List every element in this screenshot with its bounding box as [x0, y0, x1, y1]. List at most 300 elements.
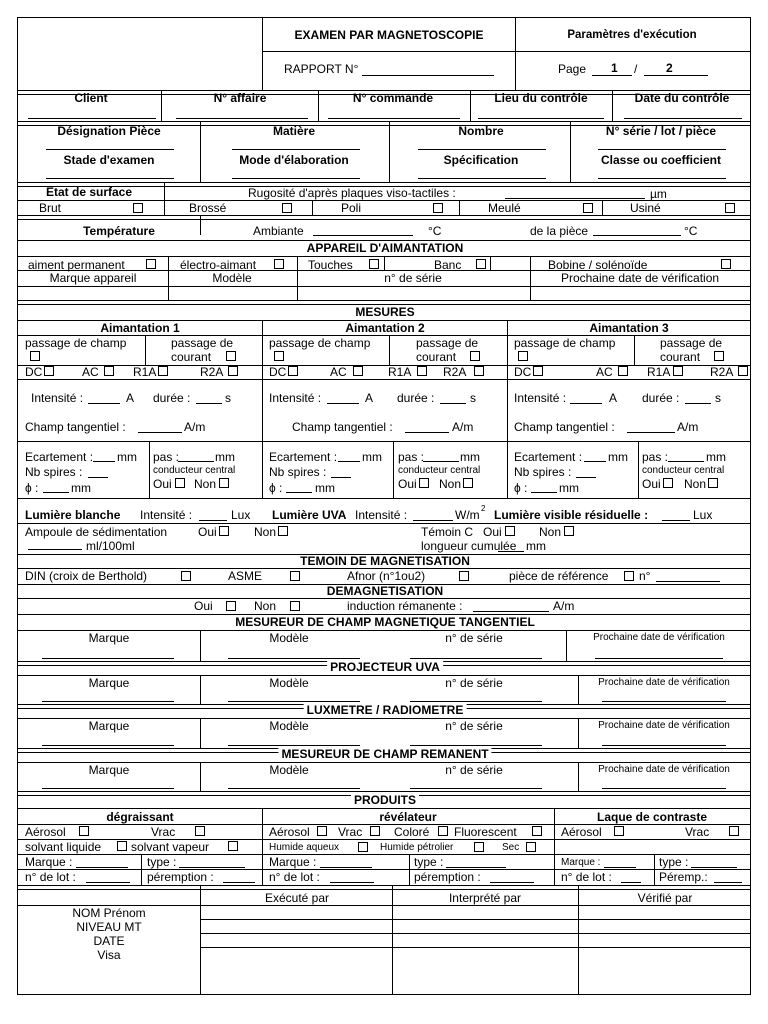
h-line	[262, 379, 507, 380]
intensite-label: Intensité :	[355, 508, 408, 522]
peremption-label: péremption :	[414, 870, 481, 884]
phi-label: ϕ :	[269, 481, 283, 495]
passage-courant-2-checkbox[interactable]	[470, 351, 480, 361]
afnor-checkbox[interactable]	[459, 571, 469, 581]
solvant-vapeur-label: solvant vapeur	[131, 840, 210, 854]
piece-reference-checkbox[interactable]	[624, 571, 634, 581]
serie-label: n° de série	[445, 719, 503, 733]
duree-label: durée :	[153, 391, 191, 405]
h-line	[507, 379, 751, 380]
temoin-oui-checkbox[interactable]	[505, 526, 515, 536]
lumiere-blanche-field[interactable]	[199, 520, 227, 521]
r2a-2-checkbox[interactable]	[474, 366, 484, 376]
client-label: Client	[74, 91, 108, 105]
v-divider	[638, 441, 639, 498]
lumiere-uva-field[interactable]	[413, 520, 453, 521]
humide-aqueux-checkbox[interactable]	[358, 842, 368, 852]
v-divider	[566, 630, 567, 661]
client-field[interactable]	[28, 118, 156, 119]
wm2-superscript: 2	[481, 504, 486, 513]
commande-field[interactable]	[328, 118, 460, 119]
usine-checkbox[interactable]	[725, 203, 735, 213]
rugosite-field[interactable]	[505, 198, 645, 199]
v-divider	[168, 256, 169, 300]
laque-aerosol-checkbox[interactable]	[614, 826, 624, 836]
mm-unit: mm	[706, 450, 726, 464]
date-field[interactable]	[624, 118, 742, 119]
rapport-label: RAPPORT N°	[284, 62, 359, 76]
ac-3-checkbox[interactable]	[618, 366, 628, 376]
sec-checkbox[interactable]	[526, 842, 536, 852]
fluorescent-checkbox[interactable]	[532, 826, 542, 836]
execution-params-label: Paramètres d'exécution	[567, 29, 697, 41]
passage-champ-3-checkbox[interactable]	[518, 351, 528, 361]
induction-label: induction rémanente :	[347, 599, 463, 613]
conducteur-oui-3-checkbox[interactable]	[663, 478, 673, 488]
phi-2-field[interactable]	[286, 492, 312, 493]
mm-unit: mm	[608, 450, 628, 464]
serie-appareil-label: n° de série	[384, 271, 442, 285]
mm-unit: mm	[526, 539, 546, 553]
champ-tangentiel-label: Champ tangentiel :	[25, 420, 126, 434]
lot-label: n° de lot :	[269, 870, 320, 884]
h-line	[18, 808, 750, 809]
surface-option-poli: Poli	[341, 201, 362, 215]
ac-2-checkbox[interactable]	[353, 366, 363, 376]
champ-tangentiel-label: Champ tangentiel :	[514, 420, 615, 434]
v-divider	[602, 200, 603, 215]
duree-label: durée :	[642, 391, 680, 405]
revelateur-aerosol-checkbox[interactable]	[317, 826, 327, 836]
non-label: Non	[439, 477, 462, 491]
h-line	[554, 854, 751, 855]
serie-lot-field[interactable]	[598, 149, 726, 150]
demag-non-checkbox[interactable]	[290, 601, 300, 611]
brut-checkbox[interactable]	[133, 203, 143, 213]
duree-2-field[interactable]	[440, 403, 466, 404]
pas-1-field[interactable]	[178, 461, 214, 462]
surface-option-brut: Brut	[39, 201, 62, 215]
dc-2-checkbox[interactable]	[288, 366, 298, 376]
verif-label: Prochaine date de vérification	[593, 632, 725, 643]
marque-label: Marque :	[25, 855, 73, 869]
banc-checkbox[interactable]	[476, 259, 486, 269]
r2a-label: R2A	[443, 365, 467, 379]
nombre-label: Nombre	[458, 124, 504, 138]
ampoule-field[interactable]	[28, 549, 82, 550]
intensite-label: Intensité :	[31, 391, 84, 405]
laque-lot-field[interactable]	[621, 882, 641, 883]
pas-2-field[interactable]	[423, 461, 459, 462]
mm-unit: mm	[559, 481, 579, 495]
page-current: 1	[611, 61, 618, 75]
degraissant-aerosol-checkbox[interactable]	[79, 826, 89, 836]
degraissant-type-field[interactable]	[179, 867, 245, 868]
oui-label: Oui	[194, 599, 213, 613]
v-divider	[459, 200, 460, 215]
din-checkbox[interactable]	[181, 571, 191, 581]
electro-aimant-label: électro-aimant	[180, 258, 257, 272]
passage-courant-label: passage de	[171, 336, 234, 350]
mt-serie-field[interactable]	[410, 658, 542, 659]
piece-temp-label: de la pièce	[530, 224, 589, 238]
degraissant-marque-field[interactable]	[76, 867, 128, 868]
v-divider	[393, 441, 394, 498]
mode-field[interactable]	[232, 178, 360, 179]
h-line	[554, 839, 751, 840]
stade-label: Stade d'examen	[63, 153, 155, 167]
aerosol-label: Aérosol	[25, 825, 66, 839]
seconds-unit: s	[470, 391, 476, 405]
v-divider	[200, 762, 201, 791]
non-label: Non	[254, 599, 277, 613]
duree-label: durée :	[397, 391, 435, 405]
r1a-label: R1A	[388, 365, 412, 379]
h-line	[18, 379, 262, 380]
intensite-2-field[interactable]	[327, 403, 359, 404]
v-divider	[145, 335, 146, 365]
conducteur-oui-2-checkbox[interactable]	[419, 478, 429, 488]
lieu-field[interactable]	[478, 118, 604, 119]
degraissant-title: dégraissant	[106, 810, 174, 824]
passage-champ-2-checkbox[interactable]	[274, 351, 284, 361]
rm-verif-field[interactable]	[602, 788, 726, 789]
non-label: Non	[194, 477, 217, 491]
am-unit: A/m	[553, 599, 575, 613]
h-line	[18, 498, 750, 499]
laque-peremption-field[interactable]	[714, 882, 742, 883]
rm-serie-field[interactable]	[410, 788, 542, 789]
signature-cell-interpreted[interactable]	[392, 905, 578, 995]
spires-2-field[interactable]	[331, 477, 351, 478]
page-label: Page	[558, 62, 587, 76]
v-divider	[312, 200, 313, 215]
r2a-1-checkbox[interactable]	[228, 366, 238, 376]
celsius-unit: °C	[684, 224, 698, 238]
passage-champ-1-checkbox[interactable]	[30, 351, 40, 361]
peremption-label: péremption :	[147, 870, 214, 884]
rm-modele-field[interactable]	[228, 788, 360, 789]
pas-3-field[interactable]	[668, 461, 704, 462]
conducteur-oui-1-checkbox[interactable]	[175, 478, 185, 488]
longueur-field[interactable]	[498, 551, 524, 552]
champ-2-field[interactable]	[405, 432, 449, 433]
intensite-3-field[interactable]	[570, 403, 602, 404]
surface-option-brosse: Brossé	[189, 201, 227, 215]
pr-modele-field[interactable]	[228, 701, 360, 702]
mm-unit: mm	[117, 450, 137, 464]
verif-label: Prochaine date de vérification	[598, 764, 730, 775]
revelateur-peremption-field[interactable]	[490, 882, 534, 883]
h-line	[262, 839, 554, 840]
v-divider	[490, 256, 491, 270]
passage-courant-label-2: courant	[416, 350, 457, 364]
produits-title: PRODUITS	[351, 794, 419, 806]
signature-col-interpreted: Interprété par	[448, 891, 522, 905]
piece-reference-field[interactable]	[656, 581, 720, 582]
signature-col-verified: Vérifié par	[637, 891, 693, 905]
electro-aimant-checkbox[interactable]	[274, 259, 284, 269]
specification-label: Spécification	[443, 153, 519, 167]
classe-label: Classe ou coefficient	[600, 153, 722, 167]
aimantation-1-title: Aimantation 1	[100, 321, 180, 335]
solvant-liquide-checkbox[interactable]	[117, 841, 127, 851]
revelateur-vrac-checkbox[interactable]	[370, 826, 380, 836]
header-divider-left	[262, 18, 263, 90]
r1a-3-checkbox[interactable]	[673, 366, 683, 376]
ecartement-label: Ecartement :	[514, 450, 583, 464]
surface-label: Etat de surface	[46, 185, 133, 199]
peremption-label: Péremp.:	[659, 870, 708, 884]
oui-label: Oui	[398, 477, 417, 491]
ac-1-checkbox[interactable]	[104, 366, 114, 376]
classe-field[interactable]	[598, 178, 726, 179]
modele-appareil-label: Modèle	[212, 271, 252, 285]
intensite-1-field[interactable]	[88, 403, 120, 404]
champ-1-field[interactable]	[138, 432, 182, 433]
r2a-3-checkbox[interactable]	[738, 366, 748, 376]
ampoule-non-checkbox[interactable]	[278, 526, 288, 536]
passage-champ-label: passage de champ	[269, 336, 371, 350]
humide-petrolier-checkbox[interactable]	[474, 842, 484, 852]
duree-3-field[interactable]	[685, 403, 711, 404]
h-line	[262, 441, 507, 442]
ac-label: AC	[596, 365, 613, 379]
conducteur-non-1-checkbox[interactable]	[219, 478, 229, 488]
rapport-number-field[interactable]	[362, 75, 494, 76]
vrac-label: Vrac	[685, 825, 710, 839]
spires-3-field[interactable]	[576, 477, 596, 478]
laque-type-field[interactable]	[691, 867, 737, 868]
am-unit: A/m	[184, 420, 206, 434]
v-divider	[161, 90, 162, 122]
appareil-section-title: APPAREIL D'AIMANTATION	[306, 241, 464, 255]
solvant-vapeur-checkbox[interactable]	[228, 841, 238, 851]
modele-label: Modèle	[269, 631, 309, 645]
marque-label: Marque :	[269, 855, 317, 869]
revelateur-title: révélateur	[379, 810, 437, 824]
meule-checkbox[interactable]	[583, 203, 593, 213]
v-divider	[389, 335, 390, 365]
degraissant-vrac-checkbox[interactable]	[195, 826, 205, 836]
header-mid-line	[262, 51, 751, 52]
aimantation-3-title: Aimantation 3	[589, 321, 669, 335]
ampoule-oui-checkbox[interactable]	[219, 526, 229, 536]
humide-aqueux-label: Humide aqueux	[269, 842, 340, 853]
ampoule-label: Ampoule de sédimentation	[25, 525, 168, 539]
ecartement-1-field[interactable]	[93, 461, 115, 462]
degraissant-peremption-field[interactable]	[223, 882, 255, 883]
conducteur-non-2-checkbox[interactable]	[463, 478, 473, 488]
conducteur-label: conducteur central	[398, 465, 481, 476]
ecartement-2-field[interactable]	[338, 461, 360, 462]
demag-section-title: DEMAGNETISATION	[326, 584, 444, 598]
ecartement-label: Ecartement :	[269, 450, 338, 464]
signature-cell-verified[interactable]	[578, 905, 751, 995]
pr-marque-field[interactable]	[42, 701, 174, 702]
piece-reference-label: pièce de référence	[509, 569, 609, 583]
v-divider	[164, 182, 165, 200]
revelateur-type-field[interactable]	[446, 867, 506, 868]
pr-serie-field[interactable]	[410, 701, 542, 702]
spires-1-field[interactable]	[88, 477, 108, 478]
r1a-1-checkbox[interactable]	[158, 366, 168, 376]
passage-courant-1-checkbox[interactable]	[226, 351, 236, 361]
mm-unit: mm	[215, 450, 235, 464]
laque-marque-field[interactable]	[604, 867, 636, 868]
colore-checkbox[interactable]	[438, 826, 448, 836]
v-divider	[612, 90, 613, 122]
header-divider-right	[515, 18, 516, 90]
lx-modele-field[interactable]	[228, 745, 360, 746]
marque-label: Marque :	[561, 857, 601, 868]
pr-verif-field[interactable]	[602, 701, 726, 702]
lot-label: n° de lot :	[25, 870, 76, 884]
v-divider	[200, 675, 201, 704]
passage-courant-label: passage de	[416, 336, 479, 350]
page-current-field[interactable]	[592, 75, 632, 76]
pas-label: pas :	[153, 450, 180, 464]
oui-label: Oui	[153, 477, 172, 491]
v-divider	[507, 320, 508, 498]
spires-label: Nb spires :	[514, 465, 572, 479]
luxmetre-title: LUXMETRE / RADIOMETRE	[304, 704, 467, 716]
h-line	[18, 824, 750, 825]
serie-lot-label: N° série / lot / pièce	[605, 124, 717, 138]
poli-checkbox[interactable]	[433, 203, 443, 213]
champ-3-field[interactable]	[627, 432, 675, 433]
lx-serie-field[interactable]	[410, 745, 542, 746]
matiere-field[interactable]	[232, 149, 360, 150]
champ-tangentiel-label: Champ tangentiel :	[292, 420, 393, 434]
specification-field[interactable]	[418, 178, 546, 179]
lx-marque-field[interactable]	[42, 745, 174, 746]
dc-label: DC	[269, 365, 287, 379]
mt-marque-field[interactable]	[42, 658, 174, 659]
type-label: type :	[147, 855, 177, 869]
serie-label: n° de série	[445, 763, 503, 777]
commande-label: N° commande	[352, 91, 434, 105]
laque-vrac-checkbox[interactable]	[729, 826, 739, 836]
degraissant-lot-field[interactable]	[86, 882, 130, 883]
oui-label: Oui	[483, 525, 502, 539]
v-divider	[200, 630, 201, 661]
brosse-checkbox[interactable]	[282, 203, 292, 213]
inspection-report-form	[17, 17, 751, 995]
asme-label: ASME	[228, 569, 263, 583]
mt-modele-field[interactable]	[228, 658, 360, 659]
spires-label: Nb spires :	[25, 465, 83, 479]
page-total-field[interactable]	[644, 75, 708, 76]
phi-3-field[interactable]	[531, 492, 557, 493]
designation-field[interactable]	[46, 149, 174, 150]
lumiere-uva-label: Lumière UVA	[272, 508, 347, 522]
lx-verif-field[interactable]	[602, 745, 726, 746]
mm-unit: mm	[362, 450, 382, 464]
serie-label: n° de série	[445, 676, 503, 690]
passage-champ-label: passage de champ	[514, 336, 616, 350]
verif-appareil-label: Prochaine date de vérification	[560, 271, 720, 285]
affaire-field[interactable]	[176, 118, 308, 119]
aerosol-label: Aérosol	[269, 825, 310, 839]
vrac-label: Vrac	[338, 825, 363, 839]
r1a-label: R1A	[647, 365, 671, 379]
signature-col-executed: Exécuté par	[264, 891, 330, 905]
designation-label: Désignation Pièce	[57, 124, 161, 138]
r1a-2-checkbox[interactable]	[417, 366, 427, 376]
marque-label: Marque	[88, 676, 130, 690]
v-divider	[384, 256, 385, 270]
bobine-label: Bobine / solénoïde	[548, 258, 648, 272]
vrac-label: Vrac	[151, 825, 176, 839]
verif-label: Prochaine date de vérification	[598, 720, 730, 731]
mm-unit: mm	[71, 481, 91, 495]
separator-band	[18, 215, 750, 220]
oui-label: Oui	[198, 525, 217, 539]
h-line	[18, 286, 750, 287]
bobine-checkbox[interactable]	[721, 259, 731, 269]
dc-1-checkbox[interactable]	[44, 366, 54, 376]
induction-field[interactable]	[473, 611, 549, 612]
ampere-unit: A	[365, 391, 374, 405]
mt-verif-field[interactable]	[595, 658, 723, 659]
humide-petrolier-label: Humide pétrolier	[380, 842, 454, 853]
signature-row-date: DATE	[93, 934, 125, 948]
v-divider	[578, 762, 579, 791]
piece-temp-field[interactable]	[593, 235, 681, 236]
ambiante-field[interactable]	[313, 235, 413, 236]
h-line	[262, 365, 507, 366]
v-divider	[530, 256, 531, 300]
v-divider	[200, 121, 201, 183]
v-divider	[554, 808, 555, 885]
intensite-label: Intensité :	[514, 391, 567, 405]
lumiere-blanche-label: Lumière blanche	[25, 508, 121, 522]
conducteur-non-3-checkbox[interactable]	[708, 478, 718, 488]
revelateur-lot-field[interactable]	[330, 882, 374, 883]
lux-unit: Lux	[693, 508, 713, 522]
phi-1-field[interactable]	[43, 492, 69, 493]
passage-courant-3-checkbox[interactable]	[714, 351, 724, 361]
lumiere-residuelle-field[interactable]	[662, 520, 690, 521]
v-divider	[149, 441, 150, 498]
affaire-label: N° affaire	[213, 91, 267, 105]
signature-cell-executed[interactable]	[200, 905, 392, 995]
demag-oui-checkbox[interactable]	[226, 601, 236, 611]
intensite-label: Intensité :	[140, 508, 193, 522]
asme-checkbox[interactable]	[290, 571, 300, 581]
dc-3-checkbox[interactable]	[533, 366, 543, 376]
stade-field[interactable]	[46, 178, 174, 179]
modele-label: Modèle	[269, 763, 309, 777]
non-label: Non	[684, 477, 707, 491]
ecartement-3-field[interactable]	[584, 461, 606, 462]
revelateur-marque-field[interactable]	[320, 867, 372, 868]
v-divider	[200, 718, 201, 748]
v-divider	[634, 335, 635, 365]
rm-marque-field[interactable]	[42, 788, 174, 789]
nombre-field[interactable]	[418, 149, 546, 150]
v-divider	[262, 320, 263, 498]
aiment-permanent-checkbox[interactable]	[146, 259, 156, 269]
duree-1-field[interactable]	[196, 403, 222, 404]
lieu-label: Lieu du contrôle	[494, 91, 588, 105]
v-divider	[262, 808, 263, 885]
serie-label: n° de série	[445, 631, 503, 645]
temoin-non-checkbox[interactable]	[564, 526, 574, 536]
touches-checkbox[interactable]	[369, 259, 379, 269]
signature-row-nom: NOM Prénom	[72, 906, 146, 920]
